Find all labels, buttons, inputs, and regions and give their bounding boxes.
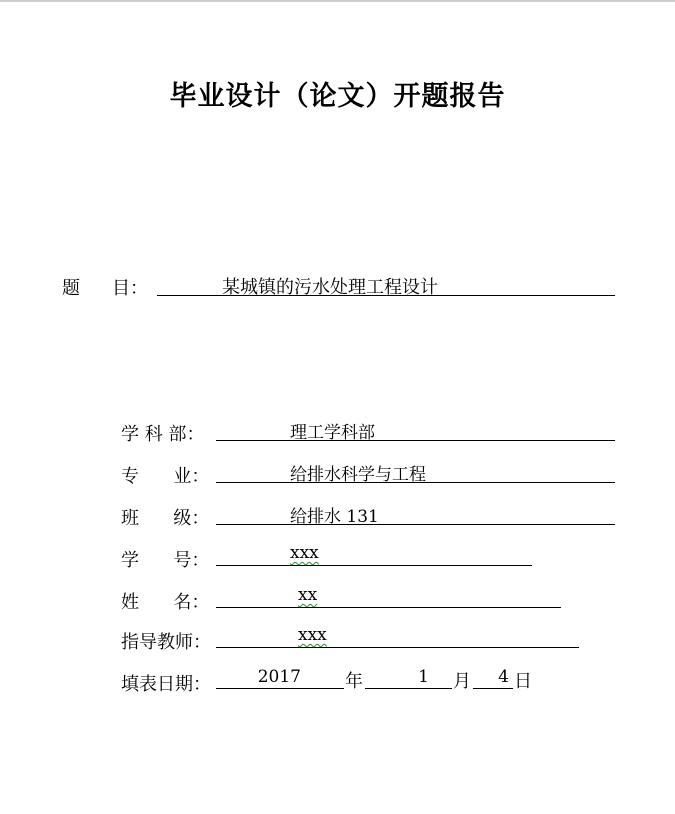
advisor-label: 指导教师：	[121, 632, 211, 653]
major-value: 给排水科学与工程	[290, 465, 426, 485]
date-day-unit: 日	[514, 671, 532, 692]
advisor-field[interactable]	[216, 625, 579, 648]
name-label: 姓 名：	[121, 592, 210, 613]
topic-value: 某城镇的污水处理工程设计	[222, 277, 438, 298]
class-value: 给排水 131	[290, 507, 379, 527]
date-year-unit: 年	[345, 671, 363, 692]
document-title: 毕业设计（论文）开题报告	[169, 81, 506, 112]
major-label: 专 业：	[121, 466, 210, 487]
student-id-field[interactable]	[216, 543, 532, 566]
topic-label-part2: 目：	[112, 278, 148, 299]
class-label: 班 级：	[121, 508, 210, 529]
date-year-field[interactable]: 2017	[216, 667, 344, 689]
page-top-border	[0, 0, 675, 2]
name-value: xx	[298, 585, 318, 605]
date-label: 填表日期：	[121, 674, 211, 695]
topic-label	[62, 274, 148, 300]
class-field[interactable]	[216, 502, 615, 525]
department-value: 理工学科部	[290, 423, 375, 443]
date-month-field[interactable]: 1	[365, 667, 452, 689]
date-month-unit: 月	[453, 671, 471, 692]
student-id-value: xxx	[290, 543, 319, 563]
date-row	[216, 667, 546, 693]
student-id-label: 学 号：	[121, 550, 210, 571]
major-field[interactable]	[216, 460, 615, 483]
advisor-value: xxx	[298, 625, 327, 645]
department-label: 学 科 部：	[121, 424, 205, 445]
department-field[interactable]	[216, 418, 615, 441]
name-field[interactable]	[216, 585, 561, 608]
topic-label-part1: 题	[62, 278, 80, 299]
date-day-field[interactable]: 4	[473, 667, 513, 689]
topic-field[interactable]	[157, 273, 615, 296]
